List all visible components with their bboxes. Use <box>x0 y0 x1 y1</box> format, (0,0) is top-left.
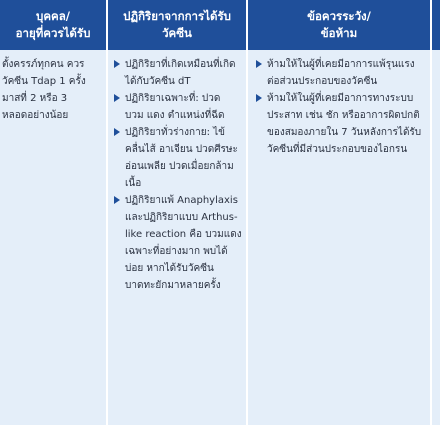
triangle-bullet-icon <box>114 196 120 204</box>
header-precautions <box>248 0 430 50</box>
reaction-item <box>114 192 242 294</box>
reaction-item-text: ปฏิกิริยาที่เกิดเหมือนที่เกิดได้กับวัคซีน dT <box>125 59 236 87</box>
cell-precautions <box>248 50 430 425</box>
triangle-bullet-icon <box>256 94 262 102</box>
cell-person-age-text: ตั้งครรภ์ทุกคน ควร วัคซีน Tdap 1 ครั้ง มาสที่ 2 หรือ 3 หลอดอย่างน้อย <box>2 59 86 121</box>
triangle-bullet-icon <box>114 128 120 136</box>
reaction-item-text: ปฏิกิริยาเฉพาะที่: ปวด บวม แดง ตำแหน่งที่ฉีด <box>125 93 225 121</box>
cell-person-age <box>0 50 106 425</box>
precaution-item-text: ห้ามให้ในผู้ที่เคยมีอาการแพ้รุนแรงต่อส่วนประกอบของวัคซีน <box>267 59 415 87</box>
reaction-list <box>114 56 242 294</box>
precaution-item <box>256 90 424 158</box>
reaction-item <box>114 56 242 90</box>
reaction-item <box>114 124 242 192</box>
triangle-bullet-icon <box>114 60 120 68</box>
triangle-bullet-icon <box>256 60 262 68</box>
reaction-item-text: ปฏิกิริยาแพ้ Anaphylaxis และปฏิกิริยาแบบ Arthus-like reaction คือ บวมแดงเฉพาะที่อย่างมาก พบได้บ่อย หากได้รับวัคซีนบาดทะยักมาหลายครั้ง <box>125 195 242 291</box>
reaction-item-text: ปฏิกิริยาทั่วร่างกาย: ไข้ คลื่นไส้ อาเจียน ปวดศีรษะ อ่อนเพลีย ปวดเมื่อยกล้ามเนื้อ <box>125 127 238 189</box>
precaution-list <box>256 56 424 158</box>
triangle-bullet-icon <box>114 94 120 102</box>
header-next-column-edge <box>432 0 440 50</box>
reaction-item <box>114 90 242 124</box>
cell-next-column-edge <box>432 50 440 425</box>
precaution-item <box>256 56 424 90</box>
header-person-age <box>0 0 106 50</box>
header-vaccine-reactions <box>108 0 246 50</box>
cell-vaccine-reactions <box>108 50 246 425</box>
precaution-item-text: ห้ามให้ในผู้ที่เคยมีอาการทางระบบประสาท เช่น ชัก หรืออาการผิดปกติของสมองภายใน 7 วันหลังการได้รับวัคซีนที่มีส่วนประกอบของไอกรน <box>267 93 422 155</box>
header-person-age-label: บุคคล/ อายุที่ควรได้รับ <box>15 9 91 40</box>
header-precautions-label: ข้อควรระวัง/ ข้อห้าม <box>307 9 371 40</box>
header-vaccine-reactions-label: ปฏิกิริยาจากการได้รับ วัคซีน <box>123 9 231 40</box>
